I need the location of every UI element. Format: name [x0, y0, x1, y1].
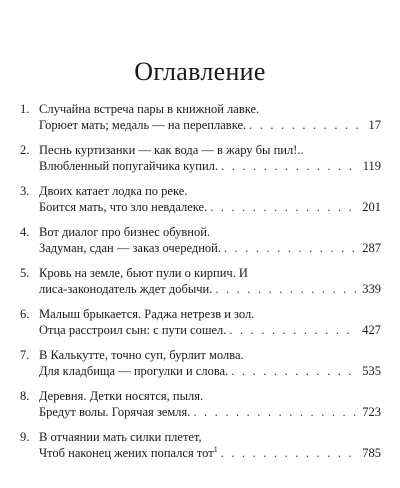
leader-dots [221, 445, 358, 461]
toc-entry [0, 388, 400, 428]
leader-dots [221, 158, 358, 174]
entry-line-1: Деревня. Детки носятся, пыля. [39, 389, 204, 403]
entry-number: 2. [20, 143, 30, 157]
entry-line-1: В Калькутте, точно суп, бурлит молва. [39, 348, 244, 362]
leader-dots [210, 199, 358, 215]
page-number: 201 [362, 200, 381, 214]
entry-line-2-text: лиса-законодатель ждет добычи. [39, 282, 213, 296]
entry-line-2-text: Отца расстроил сын: с пути сошел. [39, 323, 227, 337]
page-number: 535 [362, 364, 381, 378]
entry-line-1: Малыш брыкается. Раджа нетрезв и зол. [39, 307, 255, 321]
toc-entry [0, 347, 400, 387]
entry-line-2 [39, 199, 381, 215]
leader-dots [249, 117, 358, 133]
entry-line-1: Песнь куртизанки — как вода — в жару бы пил!.. [39, 143, 304, 157]
toc-entry [0, 183, 400, 223]
entry-line-1: Вот диалог про бизнес обувной. [39, 225, 211, 239]
entry-line-2-text: Задуман, сдан — заказ очередной. [39, 241, 221, 255]
leader-dots [229, 322, 358, 338]
entry-line-2-text: Для кладбища — прогулки и слова. [39, 364, 229, 378]
entry-number: 3. [20, 184, 30, 198]
toc-entry [0, 224, 400, 264]
entry-line-1: Кровь на земле, бьют пули о кирпич. И [39, 266, 248, 280]
entry-line-2 [39, 404, 381, 420]
entry-line-2 [39, 117, 381, 133]
page-number: 119 [362, 159, 381, 173]
entry-number: 7. [20, 348, 30, 362]
footnote-marker: 1 [213, 444, 218, 454]
entry-line-2 [39, 158, 381, 174]
entry-number: 1. [20, 102, 30, 116]
entry-line-2 [39, 445, 381, 461]
entry-number: 5. [20, 266, 30, 280]
toc-entry [0, 306, 400, 346]
entry-line-2-text [39, 445, 218, 461]
leader-dots [215, 281, 358, 297]
entry-line-2-text: Бредут волы. Горячая земля. [39, 405, 191, 419]
entry-line-2 [39, 240, 381, 256]
entry-line-2-text: Горюет мать; медаль — на переплавке. [39, 118, 247, 132]
entry-line-1: Случайна встреча пары в книжной лавке. [39, 102, 260, 116]
leader-dots [231, 363, 358, 379]
toc-entry [0, 429, 400, 469]
entry-line-1: В отчаянии мать силки плетет, [39, 430, 202, 444]
entry-line-2-text: Влюбленный попугайчика купил. [39, 159, 219, 173]
page-number: 785 [362, 446, 381, 460]
page-number: 287 [362, 241, 381, 255]
toc-entry [0, 101, 400, 141]
entry-line-2 [39, 281, 381, 297]
leader-dots [224, 240, 358, 256]
entry-line-2 [39, 363, 381, 379]
leader-dots [193, 404, 358, 420]
toc-entry [0, 265, 400, 305]
page-number: 723 [362, 405, 381, 419]
entry-number: 9. [20, 430, 30, 444]
entry-line-1: Двоих катает лодка по реке. [39, 184, 188, 198]
entry-line-2 [39, 322, 381, 338]
page-number: 339 [362, 282, 381, 296]
entry-line-2-body: Чтоб наконец жених попался тот [39, 446, 214, 460]
toc-entry [0, 142, 400, 182]
entry-number: 6. [20, 307, 30, 321]
page-number: 427 [362, 323, 381, 337]
page-number: 17 [368, 118, 381, 132]
entry-number: 8. [20, 389, 30, 403]
entry-number: 4. [20, 225, 30, 239]
page-title: Оглавление [134, 57, 266, 86]
entry-line-2-text: Боится мать, что зло невдалеке. [39, 200, 208, 214]
